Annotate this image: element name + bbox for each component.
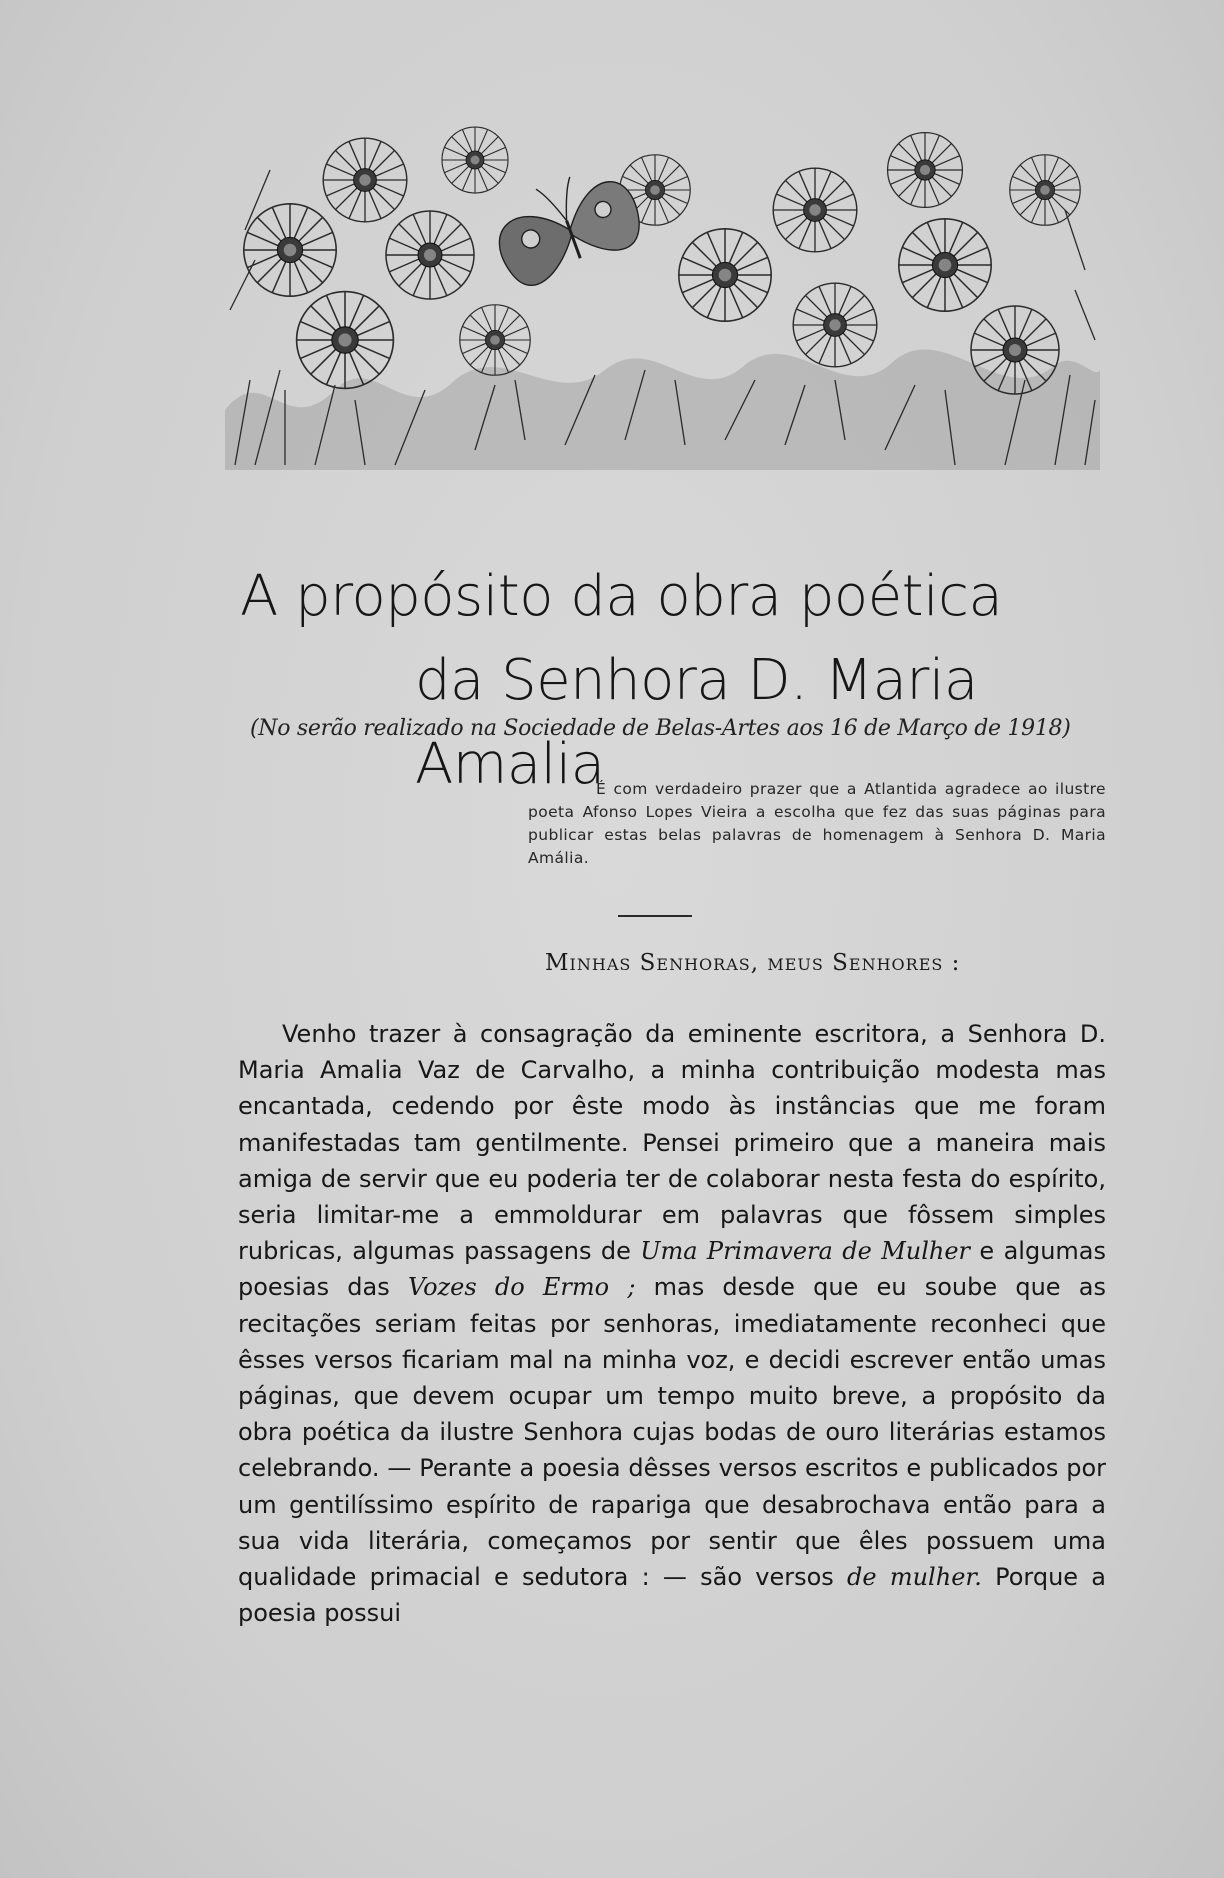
body-text-part-3: mas desde que eu soube que as recitações seriam feitas por senhoras, imediatamente reconheci que êsses versos ficariam mal na minha voz, e decidi escrever então umas páginas, que devem ocupar um tempo muito breve, a propósito da obra poética da ilustre Senhora cujas bodas de ouro literárias estamos celebrando. — Perante a poesia dêsses versos escritos e publicados por um gentilíssimo espírito de rapariga que desabrochava então para a sua vida literária, começamos por sentir que êles possuem uma qualidade primacial e sedutora : — são versos	[238, 1273, 1106, 1592]
article-title	[240, 555, 1120, 807]
emphasis-de-mulher: de mulher.	[847, 1563, 982, 1592]
editorial-note: É com verdadeiro prazer que a Atlantida agradece ao ilustre poeta Afonso Lopes Vieira a escolha que fez das suas páginas para publicar estas belas palavras de homenagem à Senhora D. Maria Amália.	[528, 780, 1106, 867]
title-line-2: da Senhora D. Maria Amalia	[415, 648, 978, 797]
floral-vignette-illustration	[225, 110, 1100, 470]
body-text-part-2: e algumas poesias das	[238, 1237, 1106, 1302]
body-paragraph	[238, 1016, 1106, 1631]
section-divider	[618, 915, 692, 917]
salutation: Minhas Senhoras, meus Senhores :	[545, 950, 961, 976]
body-text-part-4: Porque a poesia possui	[238, 1563, 1107, 1628]
event-subtitle: (No serão realizado na Sociedade de Belas-Artes aos 16 de Março de 1918)	[250, 716, 1071, 741]
work-title-primavera: Uma Primavera de Mulher	[640, 1237, 971, 1266]
title-line-1: A propósito da obra poética	[240, 564, 1003, 629]
work-title-vozes: Vozes do Ermo ;	[407, 1273, 636, 1302]
body-text-part-1: Venho trazer à consagração da eminente escritora, a Senhora D. Maria Amalia Vaz de Carvalho, a minha contribuição modesta mas encantada, cedendo por êste modo às instâncias que me foram manifestadas tam gentilmente. Pensei primeiro que a maneira mais amiga de servir que eu poderia ter de colaborar nesta festa do espírito, seria limitar-me a emmoldurar em palavras que fôssem simples rubricas, algumas passagens de	[238, 1020, 1106, 1266]
